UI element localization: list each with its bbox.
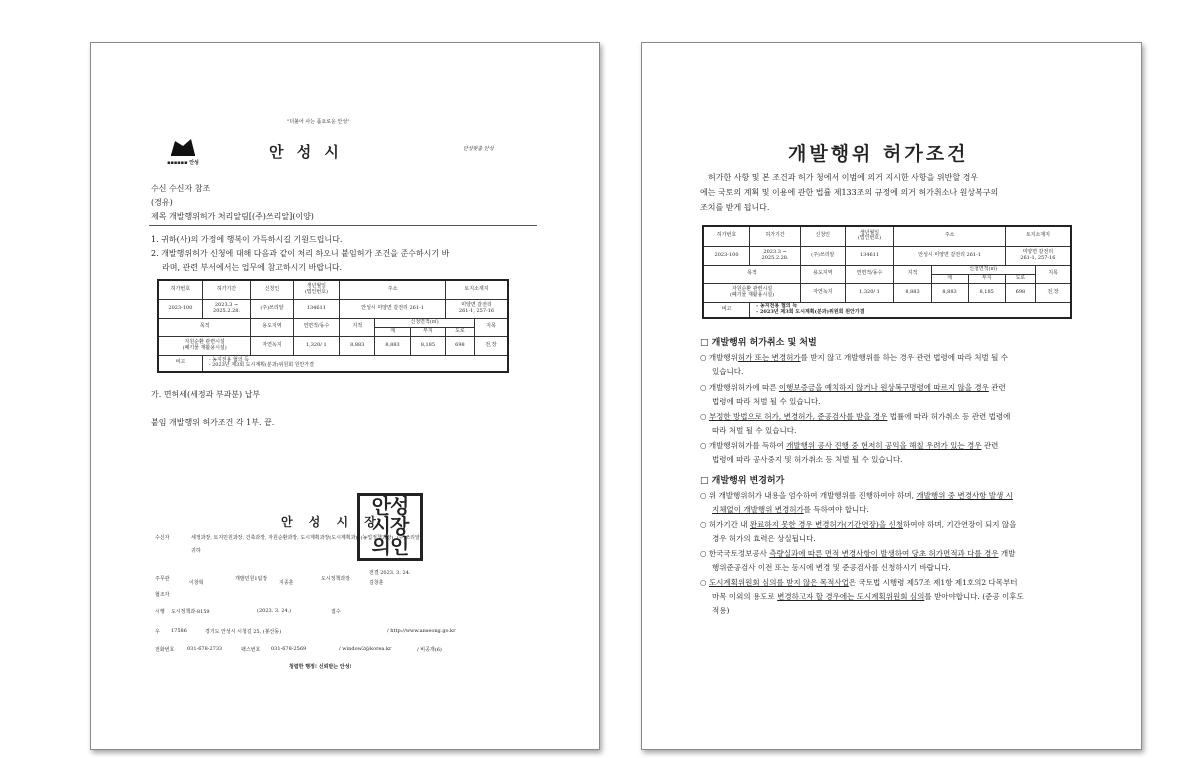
condition-item-cont: 법령에 따라 처벌 될 수 있습니다. [712, 397, 821, 406]
table-header: 목적 [158, 318, 251, 336]
table-cell: (주)쓰리알 [251, 299, 293, 318]
permit-table [702, 225, 1072, 319]
table-header: 목적 [703, 265, 801, 283]
table-header: 생년월일 (법인번호) [845, 226, 894, 246]
body-paragraph-2a: 2. 개발행위허가 신청에 대해 다음과 같이 처리 하오니 붙임허가 조건을 준수하시기 바 [151, 249, 450, 258]
condition-item-cont: 법령에 따라 공사중지 및 허가취소 등 처벌 될 수 있습니다. [712, 455, 903, 464]
table-cell: 자원순환 관련시설 (폐기물 재활용시설) [158, 336, 251, 355]
table-cell: 1,320/ 1 [293, 336, 340, 355]
document-page-official-letter [90, 42, 600, 750]
staff-title: 주무관 [155, 576, 170, 582]
table-header: 부지 [968, 274, 1005, 283]
table-cell: 8,883 [931, 283, 968, 302]
table-header: 계 [931, 274, 968, 283]
cc-label: 수신자 [155, 535, 170, 541]
table-header: 계 [375, 327, 410, 336]
table-cell: 8,185 [410, 336, 445, 355]
table-cell: 8,883 [340, 336, 375, 355]
table-header: 지적 [894, 265, 931, 283]
table-cell: 8,883 [894, 283, 931, 302]
table-cell: 미양면 갈전리 261-1, 257-16 [446, 299, 508, 318]
staff-title: 개발민원1팀장 [235, 576, 268, 582]
exec-date: (2023. 3. 24.) [257, 608, 292, 614]
table-header: 비고 [158, 355, 202, 372]
slogan: "더불어 사는 품요로운 안성" [287, 119, 350, 125]
table-cell: 698 [446, 336, 475, 355]
item-ga: 가. 면허세(세정과 부과분) 납부 [151, 390, 261, 399]
condition-item: ○ 한국국토정보공사 측량실과에 따른 면적 변경사항이 발생하여 당초 허가면적과 다를 경우 개발 [700, 549, 1016, 558]
table-cell: 자연녹지 [251, 336, 293, 355]
exec-label: 시행 [155, 609, 165, 615]
body-paragraph-2b: 라며, 관련 부서에서는 업무에 참고하시기 바랍니다. [162, 263, 343, 272]
body-paragraph-1: 1. 귀하(사)의 가정에 행복이 가득하시길 기원드립니다. [151, 235, 343, 244]
condition-item: ○ 개발행위허가에 따른 이행보증금을 예치하지 않거나 원상복구명령에 따르지 않을 경우 관련 [700, 383, 1006, 392]
recipient-line: 수신 수신자 참조 [151, 184, 211, 193]
table-header: 주소 [340, 280, 446, 299]
city-logo [165, 137, 201, 166]
intro-line-2: 에는 국토의 계획 및 이용에 관한 법률 제133조의 규정에 의거 허가취소나 원상복구의 [700, 188, 999, 197]
table-cell: 자연녹지 [801, 283, 845, 302]
condition-item-cont: 있습니다. [712, 367, 744, 376]
staff-name: 김창훈 [369, 580, 384, 586]
disclosure-status: / 비공개(6) [417, 647, 442, 653]
postal-code: 17586 [171, 628, 187, 634]
exec-number: 도시정책과-8159 [171, 609, 210, 615]
email-link[interactable]: / window2@korea.kr [339, 646, 392, 652]
table-cell: 자원순환 관련시설 (폐기물 재활용시설) [703, 283, 801, 302]
condition-item: ○ 개발행위허가를 득하여 개발행위 공사 진행 중 현저히 공익을 해칠 우려가 있는 경우 관련 [700, 441, 999, 450]
attachment-line: 붙임 개발행위 허가조건 각 1부. 끝. [151, 418, 275, 427]
issuer-name: 안 성 시 장 [281, 515, 382, 529]
condition-item-cont: 따라 처벌 될 수 있습니다. [712, 426, 797, 435]
condition-item-cont: 마목 이외의 용도로 변경하고자 할 경우에는 도시계획위원회 심의를 받아야합니다. (준공 이후도 [712, 592, 1024, 601]
table-header: 신청인 [801, 226, 845, 246]
city-emblem-icon [169, 137, 197, 157]
staff-title: 도시정책과장 [321, 576, 350, 582]
conditions-title: 개발행위 허가조건 [788, 143, 969, 165]
table-cell: 안성시 미양면 갈전리 261-1 [894, 246, 1005, 265]
table-cell: 1,320/ 1 [845, 283, 894, 302]
issuing-org-name: 안 성 시 [269, 143, 343, 161]
table-cell: 2023-100 [158, 299, 202, 318]
table-cell: 8,883 [375, 336, 410, 355]
table-cell: 134611 [845, 246, 894, 265]
condition-item: ○ 개발행위허가 또는 변경허가를 받지 않고 개발행위를 하는 경우 관련 법령에 따라 처벌 될 수 [700, 353, 1009, 362]
table-cell: 안성시 미양면 갈전리 261-1 [340, 299, 446, 318]
table-header: 용도지역 [251, 318, 293, 336]
via-line: (경유) [151, 198, 173, 207]
table-header: 지적 [340, 318, 375, 336]
table-header: 주소 [894, 226, 1005, 246]
intro-line-3: 조치를 받게 됩니다. [700, 203, 770, 212]
section-heading-revocation: □ 개발행위 허가취소 및 처벌 [700, 338, 817, 348]
postal-label: 우 [155, 629, 160, 635]
table-note: - 농지전용 협의 득 - 2023년 제3회 도시계획(분과)위원회 원안가결 [750, 302, 1071, 318]
table-header: 연면적/동수 [293, 318, 340, 336]
subject-divider [149, 225, 537, 226]
condition-item-cont: 경우 허가의 효력은 상실됩니다. [712, 534, 816, 543]
section-heading-change-permit: □ 개발행위 변경허가 [700, 476, 785, 486]
table-header: 부지 [410, 327, 445, 336]
table-cell: 134611 [293, 299, 340, 318]
approval-date: 전결 2023. 3. 24. [369, 570, 411, 576]
table-header: 허가기간 [750, 226, 801, 246]
condition-item-cont: 지체없이 개발행위 변경허가를 득하여야 합니다. [712, 505, 869, 514]
motto: 청렴한 행정! 신뢰받는 안성! [289, 664, 352, 670]
table-note: - 농지전용 협의 득 - 2023년 제3회 도시계획(분과)위원회 원안가결 [202, 355, 508, 372]
table-cell: (주)쓰리알 [801, 246, 845, 265]
brand-logo-text: 안성맞춤 안성 [463, 146, 494, 152]
fax-number: 031-678-2569 [271, 646, 307, 652]
document-page-permit-conditions [641, 42, 1142, 750]
table-cell: 2023-100 [703, 246, 750, 265]
homepage-link[interactable]: / http://www.anseong.go.kr [387, 628, 456, 634]
table-header: 토지소재지 [446, 280, 508, 299]
table-header: 토지소재지 [1005, 226, 1071, 246]
condition-item-cont: 적용) [712, 606, 730, 615]
condition-item: ○ 위 개발행위허가 내용을 엄수하여 개발행위를 진행하여야 하며, 개발행위 중 변경사항 발생 시 [700, 491, 1013, 500]
table-cell: 8,185 [968, 283, 1005, 302]
condition-item: ○ 부정한 방법으로 허가, 변경허가, 준공검사를 받을 경우 법률에 따라 허가취소 등 관련 법령에 [700, 412, 1011, 421]
staff-name: 지종훈 [279, 580, 294, 586]
table-header: 허가번호 [703, 226, 750, 246]
table-header: 허가번호 [158, 280, 202, 299]
phone-number: 031-678-2733 [187, 646, 223, 652]
receipt-label: 접수 [331, 609, 341, 615]
cc-list-2: 귀하 [191, 548, 201, 554]
condition-item: ○ 허가기간 내 완료하지 못한 경우 변경허가(기간연장)을 신청하여야 하며, 기간연장이 되지 않을 [700, 520, 1017, 529]
table-header: 신청인 [251, 280, 293, 299]
table-header: 지목 [1036, 265, 1071, 283]
table-header: 신청면적(㎡) [375, 318, 474, 327]
condition-item-cont: 행위준공검사 이전 또는 동시에 변경 및 준공검사를 신청하시기 바랍니다. [712, 563, 951, 572]
address: 경기도 안성시 시청길 25, (봉산동) [205, 629, 282, 635]
permit-table [157, 279, 509, 373]
table-cell: 전,장 [1036, 283, 1071, 302]
table-header: 비고 [703, 302, 750, 318]
staff-name: 이창혁 [189, 580, 204, 586]
table-header: 도로 [1005, 274, 1035, 283]
table-cell: 2023.3 ~ 2025.2.28. [202, 299, 250, 318]
table-cell: 2023.3 ~ 2025.2.28. [750, 246, 801, 265]
cooperator-label: 협조자 [155, 592, 170, 598]
table-header: 도로 [446, 327, 475, 336]
intro-line-1: 허가한 사항 및 본 조건과 허가 청에서 이범에 의거 지시한 사항을 위반할 경우 [708, 173, 979, 182]
table-header: 생년월일 (법인번호) [293, 280, 340, 299]
table-cell: 전,장 [474, 336, 508, 355]
table-header: 용도지역 [801, 265, 845, 283]
table-header: 허가기간 [202, 280, 250, 299]
official-seal-stamp: 안성 시장 의인 [357, 493, 423, 561]
table-header: 신청면적(㎡) [931, 265, 1036, 274]
table-cell: 698 [1005, 283, 1035, 302]
fax-label: 팩스번호 [241, 647, 261, 653]
subject-line: 제목 개발행위허가 처리알림[(주)쓰리알](이양) [151, 212, 314, 221]
table-header: 지목 [474, 318, 508, 336]
table-header: 연면적/동수 [845, 265, 894, 283]
table-cell: 미양면 갈전리 261-1, 257-16 [1005, 246, 1071, 265]
phone-label: 전화번호 [155, 647, 175, 653]
cc-list: 세정과장, 토지민원과장, 건축과장, 자원순환과장, 도시계획과장(도시계획과), (농업정책과장), (주)쓰리알 [191, 535, 420, 541]
city-logo-text: ▪▪▪▪▪▪ 안성 [167, 160, 199, 166]
condition-item: ○ 도시계획위원회 심의를 받지 않은 목적사업은 국토법 시행령 제57조 제1항 제1호의2 다목부터 [700, 578, 1018, 587]
